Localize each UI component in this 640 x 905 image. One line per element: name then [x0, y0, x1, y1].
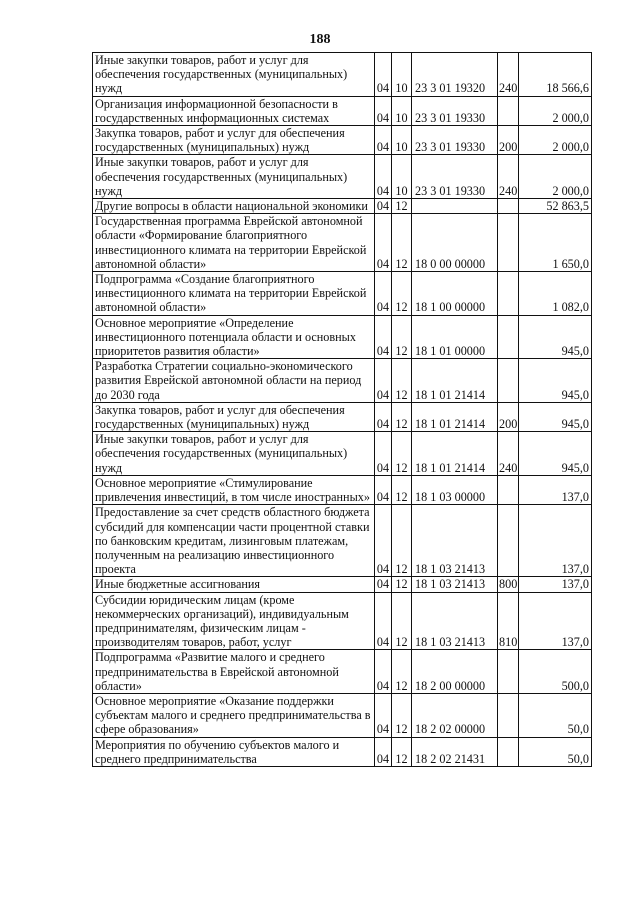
row-name: Иные бюджетные ассигнования: [93, 577, 375, 592]
row-name: Другие вопросы в области национальной экономики: [93, 199, 375, 214]
row-section-code: 04: [375, 475, 392, 504]
row-name: Основное мероприятие «Стимулирование привлечения инвестиций, в том числе иностранных»: [93, 475, 375, 504]
row-section-code: 04: [375, 432, 392, 476]
row-expense-type: 240: [498, 155, 519, 199]
row-section-code: 04: [375, 577, 392, 592]
row-section-code: 04: [375, 214, 392, 272]
row-expense-type: [498, 315, 519, 359]
row-section-code: 04: [375, 96, 392, 125]
row-amount: 1 650,0: [519, 214, 592, 272]
table-row: [93, 402, 592, 431]
row-expense-type: [498, 650, 519, 694]
row-target-article: 23 3 01 19330: [412, 155, 498, 199]
page-number: 188: [309, 32, 331, 47]
row-target-article: 18 1 00 00000: [412, 272, 498, 316]
row-section-code: 04: [375, 505, 392, 577]
row-amount: 2 000,0: [519, 126, 592, 155]
budget-table-body: [93, 53, 592, 767]
row-target-article: 18 2 02 21431: [412, 737, 498, 766]
row-amount: 2 000,0: [519, 155, 592, 199]
row-subsection-code: 12: [392, 402, 412, 431]
table-row: [93, 577, 592, 592]
row-name: Организация информационной безопасности в государственных информационных системах: [93, 96, 375, 125]
row-amount: 945,0: [519, 402, 592, 431]
row-subsection-code: 12: [392, 199, 412, 214]
row-target-article: 23 3 01 19330: [412, 96, 498, 125]
table-row: [93, 96, 592, 125]
row-amount: 945,0: [519, 432, 592, 476]
row-amount: 18 566,6: [519, 53, 592, 97]
row-section-code: 04: [375, 53, 392, 97]
row-amount: 137,0: [519, 577, 592, 592]
row-subsection-code: 12: [392, 577, 412, 592]
table-row: [93, 272, 592, 316]
row-section-code: 04: [375, 315, 392, 359]
row-target-article: 18 2 02 00000: [412, 693, 498, 737]
row-name: Предоставление за счет средств областного бюджета субсидий для компенсации части процентной ставки по банковским кредитам, лизинговым платежам, полученным на реализацию инвестиционного проекта: [93, 505, 375, 577]
row-amount: 137,0: [519, 505, 592, 577]
row-subsection-code: 12: [392, 359, 412, 403]
row-expense-type: 240: [498, 53, 519, 97]
row-subsection-code: 12: [392, 693, 412, 737]
row-subsection-code: 12: [392, 432, 412, 476]
table-row: [93, 650, 592, 694]
row-subsection-code: 12: [392, 475, 412, 504]
row-amount: 50,0: [519, 693, 592, 737]
table-row: [93, 126, 592, 155]
row-expense-type: [498, 359, 519, 403]
row-name: Государственная программа Еврейской автономной области «Формирование благоприятного инвестиционного климата на территории Еврейской автономной области»: [93, 214, 375, 272]
table-row: [93, 432, 592, 476]
row-expense-type: [498, 737, 519, 766]
row-target-article: 18 1 01 21414: [412, 359, 498, 403]
row-expense-type: [498, 272, 519, 316]
row-target-article: 23 3 01 19320: [412, 53, 498, 97]
row-amount: 137,0: [519, 475, 592, 504]
row-section-code: 04: [375, 199, 392, 214]
row-amount: 137,0: [519, 592, 592, 650]
row-target-article: 18 1 03 00000: [412, 475, 498, 504]
row-target-article: 18 2 00 00000: [412, 650, 498, 694]
row-amount: 945,0: [519, 315, 592, 359]
row-amount: 945,0: [519, 359, 592, 403]
row-expense-type: [498, 199, 519, 214]
row-name: Подпрограмма «Создание благоприятного инвестиционного климата на территории Еврейской автономной области»: [93, 272, 375, 316]
row-target-article: [412, 199, 498, 214]
row-name: Иные закупки товаров, работ и услуг для обеспечения государственных (муниципальных) нужд: [93, 53, 375, 97]
row-subsection-code: 12: [392, 214, 412, 272]
table-row: [93, 214, 592, 272]
row-section-code: 04: [375, 359, 392, 403]
row-subsection-code: 12: [392, 272, 412, 316]
row-expense-type: [498, 475, 519, 504]
row-expense-type: 800: [499, 577, 518, 592]
row-target-article: 18 0 00 00000: [412, 214, 498, 272]
row-expense-type: 200: [498, 126, 519, 155]
row-expense-type: [498, 214, 519, 272]
row-subsection-code: 12: [392, 592, 412, 650]
budget-table: [92, 52, 592, 767]
row-subsection-code: 10: [392, 155, 412, 199]
row-section-code: 04: [375, 155, 392, 199]
row-section-code: 04: [375, 737, 392, 766]
row-target-article: 23 3 01 19330: [412, 126, 498, 155]
row-subsection-code: 12: [392, 505, 412, 577]
row-subsection-code: 12: [392, 737, 412, 766]
row-amount: 1 082,0: [519, 272, 592, 316]
row-expense-type: 810: [498, 592, 519, 650]
row-target-article: 18 1 01 00000: [412, 315, 498, 359]
row-expense-type: [498, 505, 519, 577]
row-amount: 2 000,0: [519, 96, 592, 125]
row-name: Подпрограмма «Развитие малого и среднего предпринимательства в Еврейской автономной области»: [93, 650, 375, 694]
row-expense-type: 200: [498, 402, 519, 431]
row-name: Иные закупки товаров, работ и услуг для обеспечения государственных (муниципальных) нужд: [93, 432, 375, 476]
row-subsection-code: 12: [392, 650, 412, 694]
row-section-code: 04: [375, 650, 392, 694]
table-row: [93, 315, 592, 359]
row-target-article: 18 1 03 21413: [412, 505, 498, 577]
row-subsection-code: 12: [392, 315, 412, 359]
row-section-code: 04: [375, 126, 392, 155]
table-row: [93, 693, 592, 737]
row-name: Закупка товаров, работ и услуг для обеспечения государственных (муниципальных) нужд: [93, 126, 375, 155]
table-row: [93, 155, 592, 199]
row-name: Субсидии юридическим лицам (кроме некоммерческих организаций), индивидуальным предпринимателям, физическим лицам - производителям товаров, работ, услуг: [93, 592, 375, 650]
row-name: Разработка Стратегии социально-экономического развития Еврейской автономной области на период до 2030 года: [93, 359, 375, 403]
row-name: Мероприятия по обучению субъектов малого и среднего предпринимательства: [93, 737, 375, 766]
table-row: [93, 359, 592, 403]
row-name: Иные закупки товаров, работ и услуг для обеспечения государственных (муниципальных) нужд: [93, 155, 375, 199]
table-row: [93, 475, 592, 504]
table-row: [93, 592, 592, 650]
table-row: [93, 199, 592, 214]
row-subsection-code: 10: [392, 96, 412, 125]
table-row: [93, 505, 592, 577]
table-row: [93, 737, 592, 766]
row-target-article: 18 1 01 21414: [412, 432, 498, 476]
row-target-article: 18 1 03 21413: [412, 577, 498, 592]
row-section-code: 04: [375, 693, 392, 737]
row-name: Закупка товаров, работ и услуг для обеспечения государственных (муниципальных) нужд: [93, 402, 375, 431]
row-target-article: 18 1 03 21413: [412, 592, 498, 650]
row-name: Основное мероприятие «Определение инвестиционного потенциала области и основных приоритетов развития области»: [93, 315, 375, 359]
row-target-article: 18 1 01 21414: [412, 402, 498, 431]
row-amount: 50,0: [519, 737, 592, 766]
row-expense-type: [498, 96, 519, 125]
row-subsection-code: 10: [392, 126, 412, 155]
row-expense-type: 240: [498, 432, 519, 476]
row-section-code: 04: [375, 272, 392, 316]
row-amount: 500,0: [519, 650, 592, 694]
row-section-code: 04: [375, 402, 392, 431]
row-subsection-code: 10: [392, 53, 412, 97]
row-section-code: 04: [375, 592, 392, 650]
table-row: [93, 53, 592, 97]
row-name: Основное мероприятие «Оказание поддержки субъектам малого и среднего предпринимательства в сфере образования»: [93, 693, 375, 737]
row-amount: 52 863,5: [519, 199, 592, 214]
row-expense-type: [498, 693, 519, 737]
